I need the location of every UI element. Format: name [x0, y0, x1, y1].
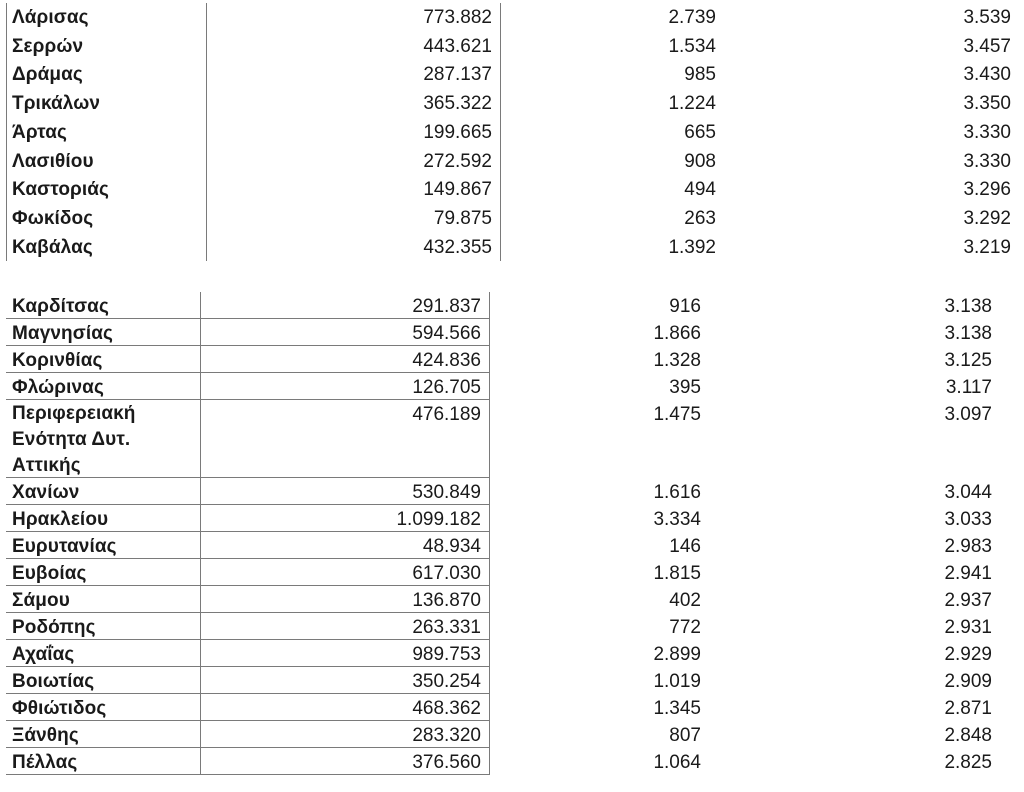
- value-col3: 3.430: [963, 64, 1011, 86]
- value-col1: 126.705: [412, 377, 481, 398]
- table-row: [0, 748, 1024, 775]
- value-col2: 908: [684, 150, 716, 172]
- value-col3: 3.292: [963, 207, 1011, 229]
- value-col1: 283.320: [412, 725, 481, 747]
- top-table: [0, 3, 1024, 265]
- value-col1: 424.836: [412, 350, 481, 371]
- region-name: Σερρών: [12, 35, 84, 57]
- bottom-table: [0, 292, 1024, 792]
- value-col3: 2.931: [944, 617, 992, 639]
- value-col1: 617.030: [412, 563, 481, 585]
- value-col2: 1.815: [653, 563, 701, 585]
- value-col1: 773.882: [423, 7, 492, 28]
- table-row: [0, 478, 1024, 505]
- value-col1: 272.592: [423, 150, 492, 172]
- region-name: Ευρυτανίας: [12, 536, 117, 558]
- table-row: [0, 292, 1024, 319]
- value-col2: 1.224: [668, 93, 716, 115]
- region-name: Άρτας: [12, 121, 67, 143]
- region-name: Ηρακλείου: [12, 509, 109, 531]
- row-divider: [6, 774, 489, 775]
- column-divider: [489, 292, 490, 775]
- value-col3: 3.219: [963, 236, 1011, 258]
- value-col1: 476.189: [412, 404, 481, 425]
- value-col3: 3.097: [944, 404, 992, 425]
- table-row: [0, 667, 1024, 694]
- value-col2: 2.899: [653, 644, 701, 666]
- region-name: Φλώρινας: [12, 377, 104, 398]
- value-col3: 3.044: [944, 482, 992, 504]
- value-col2: 494: [684, 179, 716, 201]
- region-name: Πέλλας: [12, 752, 78, 774]
- value-col3: 3.330: [963, 121, 1011, 143]
- value-col1: 1.099.182: [396, 509, 481, 531]
- region-name: Σάμου: [12, 590, 70, 612]
- region-name: Μαγνησίας: [12, 323, 113, 344]
- table-row: [0, 175, 1024, 204]
- value-col2: 1.475: [653, 404, 701, 425]
- value-col2: 402: [669, 590, 701, 612]
- table-row: [0, 505, 1024, 532]
- region-name: Καβάλας: [12, 236, 93, 258]
- table-row: [0, 586, 1024, 613]
- value-col2: 1.616: [653, 482, 701, 504]
- region-name: Φωκίδος: [12, 207, 94, 229]
- region-name: Λάρισας: [12, 7, 89, 28]
- value-col2: 395: [669, 377, 701, 398]
- value-col1: 291.837: [412, 296, 481, 317]
- value-col3: 3.539: [963, 7, 1011, 28]
- value-col1: 149.867: [423, 179, 492, 201]
- table-row: [0, 319, 1024, 346]
- value-col2: 772: [669, 617, 701, 639]
- region-name: Τρικάλων: [12, 93, 101, 115]
- value-col1: 48.934: [422, 536, 481, 558]
- value-col1: 79.875: [433, 207, 492, 229]
- column-divider: [200, 292, 201, 775]
- value-col3: 3.138: [944, 296, 992, 317]
- region-name: Ευβοίας: [12, 563, 87, 585]
- value-col3: 2.848: [944, 725, 992, 747]
- value-col1: 365.322: [423, 93, 492, 115]
- value-col3: 2.983: [944, 536, 992, 558]
- value-col1: 468.362: [412, 698, 481, 720]
- value-col2: 1.392: [668, 236, 716, 258]
- value-col3: 3.125: [944, 350, 992, 371]
- value-col3: 3.296: [963, 179, 1011, 201]
- region-name: Ξάνθης: [12, 725, 79, 747]
- table-row: [0, 89, 1024, 118]
- table-row: [0, 373, 1024, 400]
- region-name: Ροδόπης: [12, 617, 96, 639]
- value-col2: 1.064: [653, 752, 701, 774]
- table-row: [0, 60, 1024, 89]
- value-col1: 136.870: [412, 590, 481, 612]
- region-name: Καστοριάς: [12, 179, 110, 201]
- value-col3: 3.033: [944, 509, 992, 531]
- value-col1: 443.621: [423, 35, 492, 57]
- value-col2: 263: [684, 207, 716, 229]
- value-col3: 3.117: [945, 377, 992, 398]
- table-row: [0, 204, 1024, 233]
- value-col2: 807: [669, 725, 701, 747]
- value-col3: 3.457: [963, 35, 1011, 57]
- value-col3: 3.350: [963, 93, 1011, 115]
- value-col2: 665: [684, 121, 716, 143]
- region-name: Βοιωτίας: [12, 671, 95, 693]
- value-col3: 3.330: [963, 150, 1011, 172]
- table-row: [0, 118, 1024, 147]
- value-col3: 2.825: [944, 752, 992, 774]
- value-col3: 2.941: [944, 563, 992, 585]
- value-col3: 2.937: [944, 590, 992, 612]
- table-row: [0, 694, 1024, 721]
- region-name: Αχαΐας: [12, 644, 75, 666]
- value-col1: 263.331: [412, 617, 481, 639]
- value-col3: 2.929: [944, 644, 992, 666]
- table-row: [0, 721, 1024, 748]
- column-divider: [6, 3, 7, 261]
- value-col1: 432.355: [423, 236, 492, 258]
- value-col2: 1.328: [653, 350, 701, 371]
- table-row: [0, 147, 1024, 176]
- region-name: Καρδίτσας: [12, 296, 109, 317]
- region-name: Περιφερειακή Ενότητα Δυτ. Αττικής: [12, 403, 136, 476]
- region-name: Κορινθίας: [12, 350, 103, 371]
- value-col2: 146: [669, 536, 701, 558]
- value-col1: 530.849: [412, 482, 481, 504]
- region-name: Δράμας: [12, 64, 83, 86]
- value-col2: 916: [669, 296, 701, 317]
- value-col3: 2.871: [944, 698, 992, 720]
- table-row: [0, 233, 1024, 262]
- value-col2: 1.345: [653, 698, 701, 720]
- value-col1: 287.137: [423, 64, 492, 86]
- value-col3: 2.909: [944, 671, 992, 693]
- value-col1: 350.254: [412, 671, 481, 693]
- table-row: [0, 400, 1024, 478]
- table-row: [0, 532, 1024, 559]
- value-col2: 1.534: [668, 35, 716, 57]
- region-name: Λασιθίου: [12, 150, 94, 172]
- value-col1: 376.560: [412, 752, 481, 774]
- column-divider: [206, 3, 207, 261]
- region-name: Χανίων: [12, 482, 80, 504]
- value-col1: 199.665: [423, 121, 492, 143]
- value-col3: 3.138: [944, 323, 992, 344]
- value-col2: 1.019: [653, 671, 701, 693]
- table-row: [0, 559, 1024, 586]
- table-row: [0, 346, 1024, 373]
- region-name: Φθιώτιδος: [12, 698, 107, 720]
- table-row: [0, 613, 1024, 640]
- value-col1: 989.753: [412, 644, 481, 666]
- table-row: [0, 32, 1024, 61]
- value-col1: 594.566: [412, 323, 481, 344]
- value-col2: 2.739: [668, 7, 716, 28]
- value-col2: 3.334: [653, 509, 701, 531]
- value-col2: 985: [684, 64, 716, 86]
- column-divider: [500, 3, 501, 261]
- table-row: [0, 640, 1024, 667]
- table-row: [0, 3, 1024, 32]
- value-col2: 1.866: [653, 323, 701, 344]
